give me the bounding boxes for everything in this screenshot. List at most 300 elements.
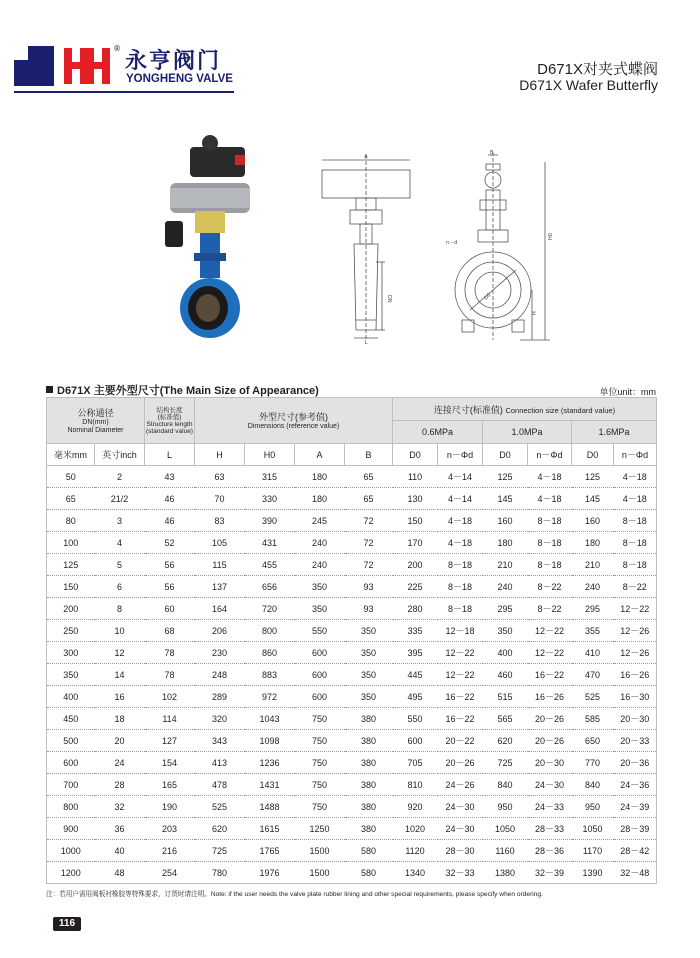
table-cell: 750 <box>295 730 345 752</box>
table-cell: 115 <box>195 554 245 576</box>
column-header: H0 <box>245 444 295 466</box>
table-cell: 70 <box>195 488 245 510</box>
table-cell: 750 <box>295 708 345 730</box>
table-cell: 48 <box>95 862 145 884</box>
table-cell: 4 <box>95 532 145 554</box>
table-cell: 93 <box>345 598 393 620</box>
table-cell: 810 <box>393 774 438 796</box>
table-row <box>47 840 657 862</box>
product-title-en: D671X Wafer Butterfly <box>519 77 658 93</box>
table-cell: 16 <box>95 686 145 708</box>
table-cell: 210 <box>483 554 528 576</box>
table-cell: 114 <box>145 708 195 730</box>
table-cell: 1431 <box>245 774 295 796</box>
table-cell: 450 <box>47 708 95 730</box>
dim-label-d0: D0 <box>483 292 493 302</box>
table-cell: 4－18 <box>614 488 657 510</box>
header-dn-sub: DN(mm) <box>82 419 109 426</box>
table-cell: 12－22 <box>528 642 572 664</box>
table-cell: 4－18 <box>438 510 483 532</box>
table-cell: 8－22 <box>528 598 572 620</box>
table-cell: 240 <box>295 532 345 554</box>
table-cell: 600 <box>295 686 345 708</box>
table-cell: 150 <box>47 576 95 598</box>
dim-label-l: L <box>364 340 368 345</box>
table-cell: 300 <box>47 642 95 664</box>
table-cell: 720 <box>245 598 295 620</box>
table-cell: 400 <box>47 686 95 708</box>
table-cell: 350 <box>345 620 393 642</box>
table-cell: 478 <box>195 774 245 796</box>
table-cell: 335 <box>393 620 438 642</box>
table-cell: 515 <box>483 686 528 708</box>
header-pressure-06: 0.6MPa <box>393 421 483 444</box>
table-cell: 10 <box>95 620 145 642</box>
table-cell: 8－18 <box>438 554 483 576</box>
table-cell: 24－36 <box>614 774 657 796</box>
table-row <box>47 818 657 840</box>
table-cell: 230 <box>195 642 245 664</box>
table-cell: 210 <box>572 554 614 576</box>
header-connection-en: Connection size (standard value) <box>505 405 616 415</box>
table-cell: 770 <box>572 752 614 774</box>
section-heading <box>46 382 319 398</box>
table-cell: 180 <box>483 532 528 554</box>
table-cell: 102 <box>145 686 195 708</box>
table-cell: 565 <box>483 708 528 730</box>
table-cell: 1976 <box>245 862 295 884</box>
product-title-cn: D671X对夹式蝶阀 <box>537 61 658 78</box>
table-row <box>47 510 657 532</box>
table-cell: 380 <box>345 752 393 774</box>
table-cell: 350 <box>345 686 393 708</box>
table-cell: 56 <box>145 576 195 598</box>
table-cell: 65 <box>47 488 95 510</box>
column-header: D0 <box>572 444 614 466</box>
table-cell: 1500 <box>295 862 345 884</box>
table-cell: 1050 <box>483 818 528 840</box>
table-cell: 16－26 <box>614 664 657 686</box>
table-cell: 4－14 <box>438 466 483 488</box>
table-cell: 14 <box>95 664 145 686</box>
table-cell: 12 <box>95 642 145 664</box>
table-cell: 920 <box>393 796 438 818</box>
column-header: n－Φd <box>614 444 657 466</box>
table-cell: 350 <box>345 642 393 664</box>
table-cell: 580 <box>345 862 393 884</box>
table-cell: 460 <box>483 664 528 686</box>
table-cell: 350 <box>345 664 393 686</box>
table-cell: 750 <box>295 796 345 818</box>
table-cell: 525 <box>572 686 614 708</box>
table-cell: 24－30 <box>528 774 572 796</box>
table-cell: 36 <box>95 818 145 840</box>
table-row <box>47 642 657 664</box>
table-cell: 20－30 <box>528 752 572 774</box>
column-header: B <box>345 444 393 466</box>
table-cell: 78 <box>145 664 195 686</box>
table-cell: 410 <box>572 642 614 664</box>
column-header: 毫米mm <box>47 444 95 466</box>
column-header: D0 <box>483 444 528 466</box>
table-cell: 8－18 <box>528 532 572 554</box>
table-cell: 600 <box>47 752 95 774</box>
table-cell: 525 <box>195 796 245 818</box>
table-cell: 1050 <box>572 818 614 840</box>
table-cell: 390 <box>245 510 295 532</box>
table-cell: 43 <box>145 466 195 488</box>
table-cell: 1236 <box>245 752 295 774</box>
table-cell: 972 <box>245 686 295 708</box>
table-cell: 8－22 <box>614 576 657 598</box>
table-cell: 150 <box>393 510 438 532</box>
table-cell: 395 <box>393 642 438 664</box>
table-cell: 2 <box>95 466 145 488</box>
brand-name-en: YONGHENG VALVE <box>126 73 233 85</box>
table-cell: 52 <box>145 532 195 554</box>
table-cell: 65 <box>345 466 393 488</box>
table-cell: 550 <box>295 620 345 642</box>
table-cell: 5 <box>95 554 145 576</box>
table-cell: 20 <box>95 730 145 752</box>
table-cell: 65 <box>345 488 393 510</box>
table-cell: 18 <box>95 708 145 730</box>
table-cell: 72 <box>345 510 393 532</box>
table-cell: 225 <box>393 576 438 598</box>
dim-label-h0: H0 <box>548 233 554 240</box>
dimension-drawing-side <box>440 150 560 345</box>
table-cell: 170 <box>393 532 438 554</box>
column-header: D0 <box>393 444 438 466</box>
table-cell: 100 <box>47 532 95 554</box>
table-cell: 24 <box>95 752 145 774</box>
table-cell: 950 <box>483 796 528 818</box>
table-cell: 585 <box>572 708 614 730</box>
table-cell: 145 <box>483 488 528 510</box>
column-header: L <box>145 444 195 466</box>
table-cell: 164 <box>195 598 245 620</box>
table-cell: 16－30 <box>614 686 657 708</box>
table-cell: 350 <box>295 598 345 620</box>
table-cell: 12－22 <box>528 620 572 642</box>
header-dn-en: Nominal Diameter <box>67 427 124 434</box>
table-cell: 12－26 <box>614 620 657 642</box>
brand-underline <box>14 91 234 93</box>
table-cell: 1765 <box>245 840 295 862</box>
table-cell: 203 <box>145 818 195 840</box>
table-cell: 380 <box>345 730 393 752</box>
table-cell: 289 <box>195 686 245 708</box>
table-cell: 206 <box>195 620 245 642</box>
header-pressure-16: 1.6MPa <box>572 421 657 444</box>
table-cell: 400 <box>483 642 528 664</box>
table-row <box>47 620 657 642</box>
table-cell: 20－26 <box>528 708 572 730</box>
table-cell: 330 <box>245 488 295 510</box>
table-cell: 1340 <box>393 862 438 884</box>
table-cell: 8－18 <box>614 532 657 554</box>
table-cell: 1020 <box>393 818 438 840</box>
table-cell: 137 <box>195 576 245 598</box>
table-cell: 200 <box>47 598 95 620</box>
table-cell: 24－30 <box>438 818 483 840</box>
table-cell: 8－18 <box>438 598 483 620</box>
table-cell: 950 <box>572 796 614 818</box>
table-cell: 180 <box>295 466 345 488</box>
footnote: 注：若用户需用阀板衬橡胶等特殊要求，订货时请注明。Note: if the user needs the valve plate rubber lining and other special requirements, please specify when ordering. <box>46 891 543 898</box>
table-cell: 550 <box>393 708 438 730</box>
table-cell: 343 <box>195 730 245 752</box>
table-cell: 413 <box>195 752 245 774</box>
table-cell: 445 <box>393 664 438 686</box>
table-cell: 8－18 <box>528 510 572 532</box>
table-cell: 380 <box>345 796 393 818</box>
table-cell: 180 <box>572 532 614 554</box>
table-cell: 350 <box>47 664 95 686</box>
table-cell: 320 <box>195 708 245 730</box>
table-cell: 248 <box>195 664 245 686</box>
table-cell: 12－22 <box>438 664 483 686</box>
table-cell: 4－18 <box>528 488 572 510</box>
table-row <box>47 686 657 708</box>
table-cell: 24－30 <box>438 796 483 818</box>
table-cell: 16－22 <box>528 664 572 686</box>
header-dimensions <box>195 398 393 444</box>
table-cell: 4－18 <box>438 532 483 554</box>
column-header: 英寸inch <box>95 444 145 466</box>
table-cell: 1500 <box>295 840 345 862</box>
table-cell: 900 <box>47 818 95 840</box>
table-cell: 8 <box>95 598 145 620</box>
table-cell: 1098 <box>245 730 295 752</box>
table-cell: 28－42 <box>614 840 657 862</box>
table-cell: 1380 <box>483 862 528 884</box>
table-cell: 32－48 <box>614 862 657 884</box>
table-cell: 32 <box>95 796 145 818</box>
dim-label-nd: n－d <box>446 240 458 246</box>
table-row <box>47 488 657 510</box>
table-cell: 4－14 <box>438 488 483 510</box>
table-cell: 800 <box>47 796 95 818</box>
table-cell: 125 <box>483 466 528 488</box>
table-row <box>47 862 657 884</box>
table-cell: 350 <box>483 620 528 642</box>
table-cell: 3 <box>95 510 145 532</box>
table-cell: 380 <box>345 818 393 840</box>
valve-photo <box>150 133 260 348</box>
table-cell: 380 <box>345 708 393 730</box>
table-cell: 1200 <box>47 862 95 884</box>
table-cell: 20－26 <box>528 730 572 752</box>
table-cell: 725 <box>195 840 245 862</box>
header-structure <box>145 398 195 444</box>
table-cell: 470 <box>572 664 614 686</box>
table-cell: 840 <box>572 774 614 796</box>
table-cell: 500 <box>47 730 95 752</box>
table-cell: 8－18 <box>614 554 657 576</box>
table-cell: 1615 <box>245 818 295 840</box>
header-dimensions-en: Dimensions (reference value) <box>247 423 340 430</box>
dim-label-dn: DN <box>386 295 392 303</box>
table-cell: 1488 <box>245 796 295 818</box>
table-cell: 860 <box>245 642 295 664</box>
table-row <box>47 466 657 488</box>
table-cell: 280 <box>393 598 438 620</box>
table-cell: 350 <box>295 576 345 598</box>
table-cell: 600 <box>393 730 438 752</box>
table-cell: 20－22 <box>438 730 483 752</box>
table-cell: 4－18 <box>528 466 572 488</box>
table-cell: 21/2 <box>95 488 145 510</box>
table-cell: 1000 <box>47 840 95 862</box>
header-structure-sub: (标准值) <box>157 413 182 421</box>
table-cell: 28－36 <box>528 840 572 862</box>
dim-label-b: B <box>490 150 494 156</box>
table-cell: 105 <box>195 532 245 554</box>
table-cell: 78 <box>145 642 195 664</box>
table-cell: 8－18 <box>614 510 657 532</box>
table-cell: 1120 <box>393 840 438 862</box>
table-cell: 154 <box>145 752 195 774</box>
table-cell: 200 <box>393 554 438 576</box>
table-cell: 24－33 <box>528 796 572 818</box>
table-cell: 110 <box>393 466 438 488</box>
table-cell: 600 <box>295 642 345 664</box>
table-cell: 46 <box>145 510 195 532</box>
table-cell: 145 <box>572 488 614 510</box>
header-connection <box>393 398 657 421</box>
header-dn-cn: 公称通径 <box>77 408 114 418</box>
table-cell: 160 <box>572 510 614 532</box>
table-cell: 12－18 <box>438 620 483 642</box>
dimension-drawing-front <box>310 150 430 345</box>
table-cell: 16－22 <box>438 708 483 730</box>
table-cell: 380 <box>345 774 393 796</box>
table-cell: 125 <box>47 554 95 576</box>
table-cell: 20－30 <box>614 708 657 730</box>
table-cell: 240 <box>483 576 528 598</box>
header-pressure-10: 1.0MPa <box>483 421 572 444</box>
square-bullet-icon <box>46 386 53 393</box>
table-cell: 1250 <box>295 818 345 840</box>
table-row <box>47 796 657 818</box>
table-cell: 8－18 <box>438 576 483 598</box>
table-row <box>47 774 657 796</box>
table-cell: 180 <box>295 488 345 510</box>
table-cell: 68 <box>145 620 195 642</box>
table-cell: 12－22 <box>438 642 483 664</box>
unit-label: 单位unit：mm <box>599 387 656 397</box>
table-cell: 431 <box>245 532 295 554</box>
table-cell: 63 <box>195 466 245 488</box>
table-cell: 800 <box>245 620 295 642</box>
table-cell: 700 <box>47 774 95 796</box>
table-cell: 16－22 <box>438 686 483 708</box>
header-dn <box>47 398 145 444</box>
table-cell: 840 <box>483 774 528 796</box>
table-cell: 240 <box>572 576 614 598</box>
table-cell: 8－18 <box>528 554 572 576</box>
table-cell: 650 <box>572 730 614 752</box>
table-cell: 295 <box>572 598 614 620</box>
table-cell: 20－36 <box>614 752 657 774</box>
table-cell: 28－39 <box>614 818 657 840</box>
header-dimensions-cn: 外型尺寸(参考值) <box>259 412 328 422</box>
table-cell: 83 <box>195 510 245 532</box>
table-cell: 32－33 <box>438 862 483 884</box>
table-cell: 883 <box>245 664 295 686</box>
table-cell: 50 <box>47 466 95 488</box>
table-row <box>47 598 657 620</box>
table-cell: 16－26 <box>528 686 572 708</box>
table-cell: 12－22 <box>614 598 657 620</box>
table-cell: 46 <box>145 488 195 510</box>
table-cell: 750 <box>295 774 345 796</box>
header-structure-en: Structure length (standard value) <box>146 420 193 435</box>
table-cell: 250 <box>47 620 95 642</box>
dim-label-h: H <box>532 311 538 315</box>
column-header: n－Φd <box>528 444 572 466</box>
table-cell: 60 <box>145 598 195 620</box>
table-cell: 24－39 <box>614 796 657 818</box>
table-cell: 28 <box>95 774 145 796</box>
table-row <box>47 576 657 598</box>
table-row <box>47 730 657 752</box>
table-cell: 620 <box>483 730 528 752</box>
table-cell: 355 <box>572 620 614 642</box>
table-cell: 40 <box>95 840 145 862</box>
dim-label-a: A <box>364 154 368 160</box>
table-cell: 4－18 <box>614 466 657 488</box>
table-cell: 125 <box>572 466 614 488</box>
table-cell: 12－26 <box>614 642 657 664</box>
table-cell: 725 <box>483 752 528 774</box>
table-cell: 245 <box>295 510 345 532</box>
table-cell: 656 <box>245 576 295 598</box>
table-cell: 190 <box>145 796 195 818</box>
table-cell: 56 <box>145 554 195 576</box>
table-cell: 1160 <box>483 840 528 862</box>
table-cell: 160 <box>483 510 528 532</box>
table-cell: 750 <box>295 752 345 774</box>
table-cell: 620 <box>195 818 245 840</box>
table-cell: 254 <box>145 862 195 884</box>
table-cell: 93 <box>345 576 393 598</box>
table-cell: 295 <box>483 598 528 620</box>
table-cell: 32－39 <box>528 862 572 884</box>
table-cell: 1170 <box>572 840 614 862</box>
table-cell: 1043 <box>245 708 295 730</box>
table-cell: 600 <box>295 664 345 686</box>
section-heading-text: D671X 主要外型尺寸(The Main Size of Appearance) <box>57 385 319 397</box>
table-row <box>47 532 657 554</box>
header-structure-cn: 结构长度 <box>156 406 183 414</box>
page-number: 116 <box>53 917 81 931</box>
table-cell: 6 <box>95 576 145 598</box>
table-cell: 80 <box>47 510 95 532</box>
table-cell: 1390 <box>572 862 614 884</box>
column-header: H <box>195 444 245 466</box>
table-cell: 20－26 <box>438 752 483 774</box>
table-row <box>47 554 657 576</box>
table-cell: 130 <box>393 488 438 510</box>
table-cell: 72 <box>345 554 393 576</box>
table-cell: 495 <box>393 686 438 708</box>
column-header: A <box>295 444 345 466</box>
brand-name-cn: 永亨阀门 <box>125 49 222 74</box>
table-cell: 315 <box>245 466 295 488</box>
dimension-table <box>46 397 657 884</box>
